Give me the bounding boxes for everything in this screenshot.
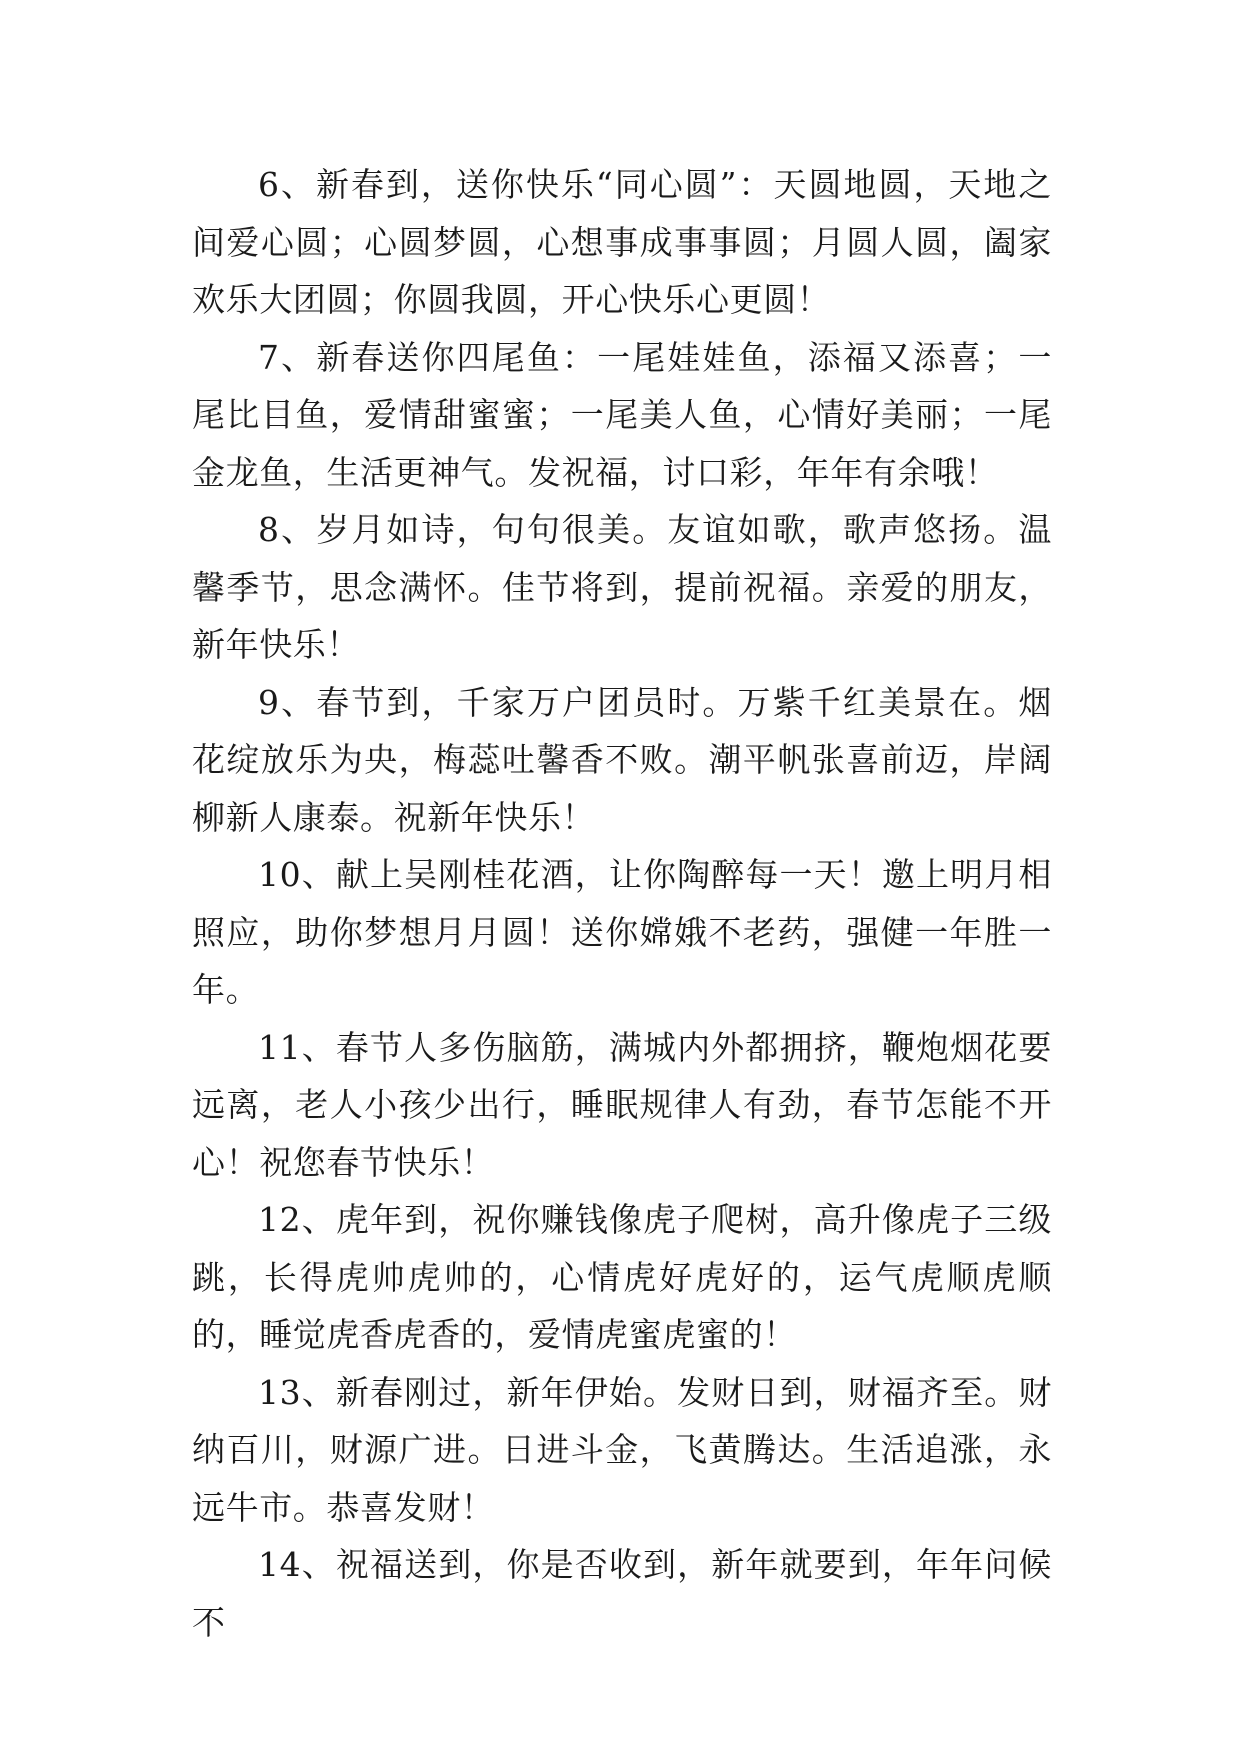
paragraph-8: 8、岁月如诗，句句很美。友谊如歌，歌声悠扬。温馨季节，思念满怀。佳节将到，提前祝福。亲爱的朋友，新年快乐！ xyxy=(192,510,1052,664)
paragraph-12: 12、虎年到，祝你赚钱像虎子爬树，高升像虎子三级跳，长得虎帅虎帅的，心情虎好虎好的，运气虎顺虎顺的，睡觉虎香虎香的，爱情虎蜜虎蜜的！ xyxy=(192,1200,1052,1354)
paragraph-13: 13、新春刚过，新年伊始。发财日到，财福齐至。财纳百川，财源广进。日进斗金，飞黄腾达。生活追涨，永远牛市。恭喜发财！ xyxy=(192,1372,1052,1527)
paragraph-6: 6、新春到，送你快乐“同心圆”：天圆地圆，天地之间爱心圆；心圆梦圆，心想事成事事圆；月圆人圆，阖家欢乐大团圆；你圆我圆，开心快乐心更圆！ xyxy=(192,165,1052,319)
document-body xyxy=(192,156,1052,1651)
paragraph-7: 7、新春送你四尾鱼：一尾娃娃鱼，添福又添喜；一尾比目鱼，爱情甜蜜蜜；一尾美人鱼，心情好美丽；一尾金龙鱼，生活更神气。发祝福，讨口彩，年年有余哦！ xyxy=(192,337,1052,492)
paragraph-14: 14、祝福送到，你是否收到，新年就要到，年年问候不 xyxy=(192,1545,1052,1642)
paragraph-11: 11、春节人多伤脑筋，满城内外都拥挤，鞭炮烟花要远离，老人小孩少出行，睡眠规律人有劲，春节怎能不开心！祝您春节快乐！ xyxy=(192,1027,1052,1182)
paragraph-9: 9、春节到，千家万户团员时。万紫千红美景在。烟花绽放乐为央，梅蕊吐馨香不败。潮平帆张喜前迈，岸阔柳新人康泰。祝新年快乐！ xyxy=(192,682,1052,837)
paragraph-10: 10、献上吴刚桂花酒，让你陶醉每一天！邀上明月相照应，助你梦想月月圆！送你嫦娥不老药，强健一年胜一年。 xyxy=(192,855,1052,1009)
